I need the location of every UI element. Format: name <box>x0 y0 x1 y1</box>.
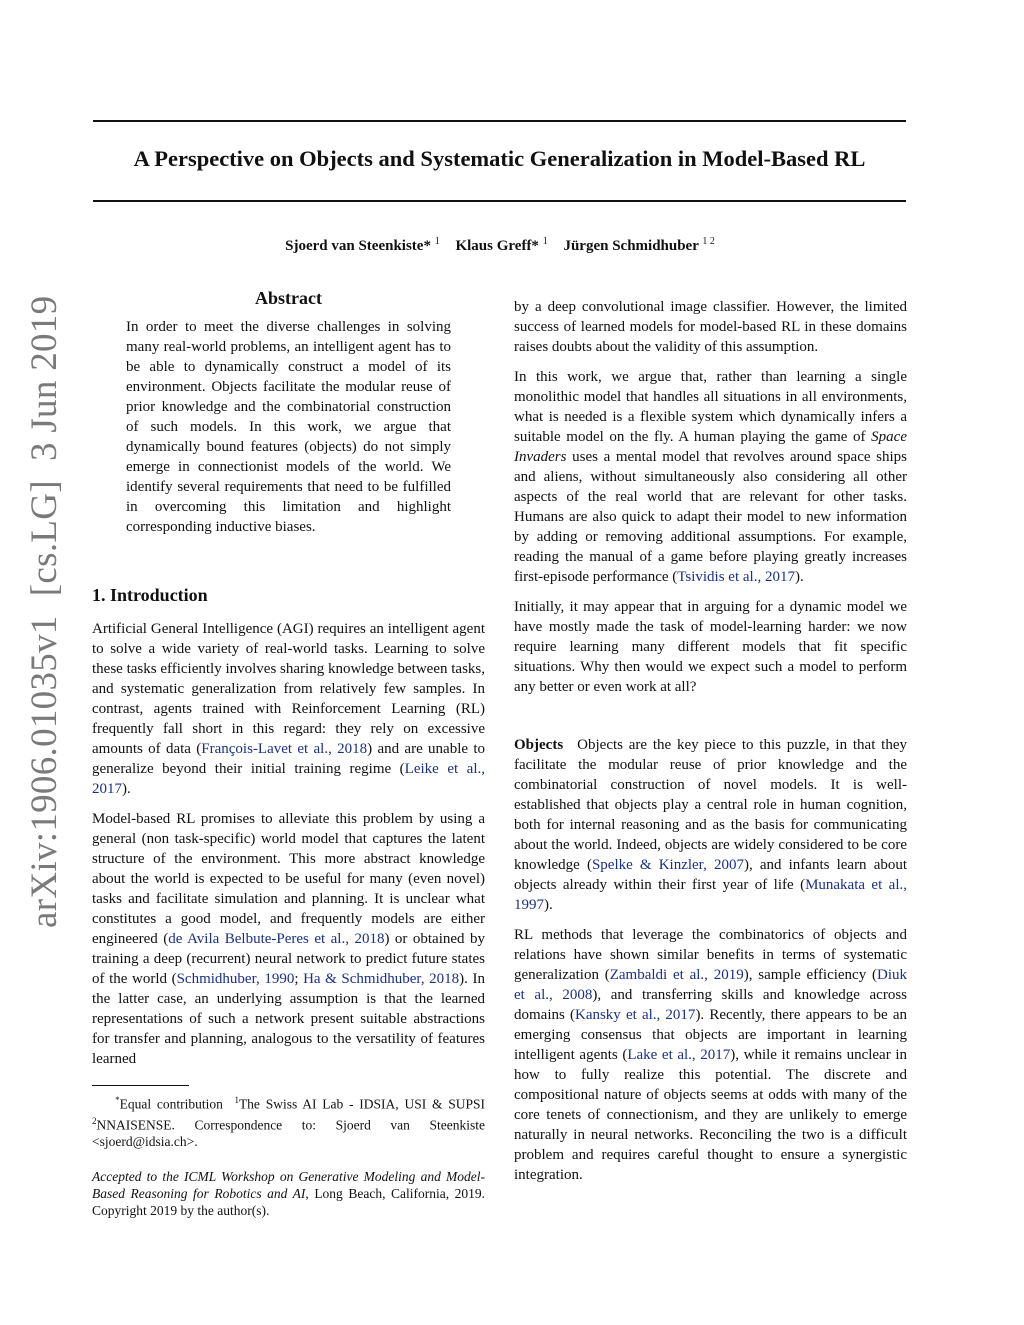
footnote-affiliations: *Equal contribution $^1$The Swiss AI Lab - IDSIA, USI & SUPSI $^2$NNAISENSE. Correspondence to: Sjoerd van Steenkiste <sjoerd@idsia.ch>. <box>92 1095 486 1149</box>
objects-text-c: ). <box>544 897 553 913</box>
citation-lake[interactable]: Lake et al., 2017 <box>627 1047 731 1063</box>
author-3-name: Jürgen Schmidhuber <box>563 238 699 254</box>
intro-p2-text-b: ) or obtained by training a deep (recurrent) neural network to predict future states of the world ( <box>92 931 485 987</box>
objects-paragraph <box>514 735 907 915</box>
objects-heading: Objects <box>514 737 564 753</box>
rl-text-b: ), sample efficiency ( <box>743 967 877 983</box>
left-column <box>92 288 485 1219</box>
citation-francois-lavet[interactable]: François-Lavet et al., 2018 <box>201 741 368 757</box>
title-rule-top <box>93 120 906 122</box>
footnote-rule <box>92 1085 189 1086</box>
author-2-affiliation: 1 <box>542 236 548 247</box>
intro-p2-text-a: Model-based RL promises to alleviate this problem by using a general (non task-specific) world model that captures the latent structure of the environment. This more abstract knowledge about the world is expected to be useful for many (even novel) tasks and facilitate simulation and planning. It is unclear what constitutes a good model, and frequently models are either engineered ( <box>92 811 485 947</box>
venue-rest: , Long Beach, California, 2019. Copyright 2019 by the author(s). <box>92 1186 485 1218</box>
citation-munakata[interactable]: Munakata et al., 1997 <box>514 877 907 913</box>
paper-title: A Perspective on Objects and Systematic Generalization in Model-Based RL <box>133 146 866 171</box>
citation-kansky[interactable]: Kansky et al., 2017 <box>574 1007 696 1023</box>
citation-zambaldi[interactable]: Zambaldi et al., 2019 <box>609 967 744 983</box>
intro-p1-text-b: ) and are unable to generalize beyond their initial training regime ( <box>92 741 485 777</box>
abstract-text: In order to meet the diverse challenges in solving many real-world problems, an intelligent agent has to be able to dynamically construct a model of its environment. Objects facilitate the modular reuse of prior knowledge and the combinatorial construction of such models. In this work, we argue that dynamically bound features (objects) do not simply emerge in connectionist models of the world. We identify several requirements that need to be fulfilled in overcoming this limitation and highlight corresponding inductive biases. <box>126 319 451 535</box>
intro-p1-text-a: Artificial General Intelligence (AGI) requires an intelligent agent to solve a wide variety of real-world tasks. Learning to solve these tasks efficiently involves sharing knowledge between tasks, and systematic generalization from relatively few samples. In contrast, agents trained with Reinforcement Learning (RL) frequently fall short in this regard: they rely on excessive amounts of data ( <box>92 621 485 757</box>
citation-tsividis[interactable]: Tsividis et al., 2017 <box>677 569 795 585</box>
rl-text-a: RL methods that leverage the combinatorics of objects and relations have shown similar benefits in terms of systematic generalization ( <box>514 927 907 983</box>
rl-methods-paragraph <box>514 925 907 1185</box>
intro-paragraph-1 <box>92 619 485 799</box>
venue-note <box>92 1168 485 1219</box>
author-3 <box>563 238 714 254</box>
objects-text-a: Objects are the key piece to this puzzle, in that they facilitate the modular reuse of prior knowledge and the combinatorial construction of novel models. It is well-established that objects play a central role in human cognition, both for internal reasoning and as the basis for communicating about the world. Indeed, objects are widely considered to be core knowledge ( <box>514 737 907 873</box>
footnote-equal-contribution: Equal contribution <box>119 1096 223 1112</box>
abstract-heading: Abstract <box>255 288 322 308</box>
intro-paragraph-2 <box>92 809 485 1069</box>
citation-diuk[interactable]: Diuk et al., 2008 <box>514 967 907 1003</box>
intro-heading: 1. Introduction <box>92 585 208 605</box>
game-name: Space Invaders <box>514 429 907 465</box>
right-p2-text-a: In this work, we argue that, rather than learning a single monolithic model that handles all situations in all environments, what is needed is a flexible system which dynamically infers a suitable model on the fly. A human playing the game of <box>514 369 907 445</box>
intro-p1-text-c: ). <box>122 781 131 797</box>
rl-text-e: ), while it remains unclear in how to fully realize this potential. The discrete and compositional nature of objects seems at odds with many of the core tenets of connectionism, and they are unlikely to emerge naturally in neural networks. Reconciling the two is a difficult problem and requires careful thought to ensure a synergistic integration. <box>514 1047 907 1183</box>
venue-italic: Accepted to the ICML Workshop on Generative Modeling and Model-Based Reasoning for Robotics and AI <box>92 1169 485 1201</box>
author-2 <box>455 238 547 254</box>
citation-ha-schmidhuber[interactable]: Ha & Schmidhuber, 2018 <box>303 971 460 987</box>
rl-text-d: ). Recently, there appears to be an emerging consensus that objects are important in learning intelligent agents ( <box>514 1007 907 1063</box>
author-1-name: Sjoerd van Steenkiste* <box>285 238 431 254</box>
footnote-affiliation-2: NNAISENSE. Correspondence to: Sjoerd van Steenkiste <sjoerd@idsia.ch>. <box>92 1117 485 1149</box>
right-paragraph-1: by a deep convolutional image classifier. However, the limited success of learned models for model-based RL in these domains raises doubts about the validity of this assumption. <box>514 299 907 355</box>
author-3-affiliation: 1 2 <box>702 236 715 247</box>
citation-spelke-kinzler[interactable]: Spelke & Kinzler, 2007 <box>591 857 744 873</box>
title-rule-bottom <box>93 200 906 202</box>
author-1 <box>285 238 440 254</box>
right-column <box>514 297 907 1195</box>
rl-text-c: ), and transferring skills and knowledge across domains ( <box>514 987 907 1023</box>
footnote-affiliation-1: The Swiss AI Lab - IDSIA, USI & SUPSI <box>238 1096 486 1112</box>
intro-p2-separator: ; <box>294 971 304 987</box>
right-paragraph-2 <box>514 367 907 587</box>
intro-p2-text-c: ). In the latter case, an underlying assumption is that the learned representations of such a network present suitable abstractions for transfer and planning, analogous to the versatility of features learned <box>92 971 486 1067</box>
citation-leike[interactable]: Leike et al., 2017 <box>92 761 486 797</box>
right-p2-text-c: ). <box>794 569 804 585</box>
paragraph-gap <box>514 707 907 735</box>
author-list <box>0 236 1000 255</box>
arxiv-stamp: arXiv:1906.01035v1 [cs.LG] 3 Jun 2019 <box>24 295 65 928</box>
right-paragraph-3: Initially, it may appear that in arguing for a dynamic model we have mostly made the task of model-learning harder: we now require learning many different models that fit specific situations. Why then would we expect such a model to perform any better or even work at all? <box>514 599 907 695</box>
author-1-affiliation: 1 <box>434 236 440 247</box>
citation-schmidhuber-1990[interactable]: Schmidhuber, 1990 <box>176 971 295 987</box>
citation-belbute-peres[interactable]: de Avila Belbute-Peres et al., 2018 <box>168 931 385 947</box>
author-2-name: Klaus Greff* <box>455 238 539 254</box>
objects-text-b: ), and infants learn about objects already within their first year of life ( <box>514 857 908 893</box>
right-p2-text-b: uses a mental model that revolves around space ships and aliens, without simultaneously also considering all other aspects of the real world that are relevant for other tasks. Humans are also quick to adapt their model to new information by adding or removing additional assumptions. For example, reading the manual of a game before playing greatly increases first-episode performance ( <box>514 449 907 585</box>
